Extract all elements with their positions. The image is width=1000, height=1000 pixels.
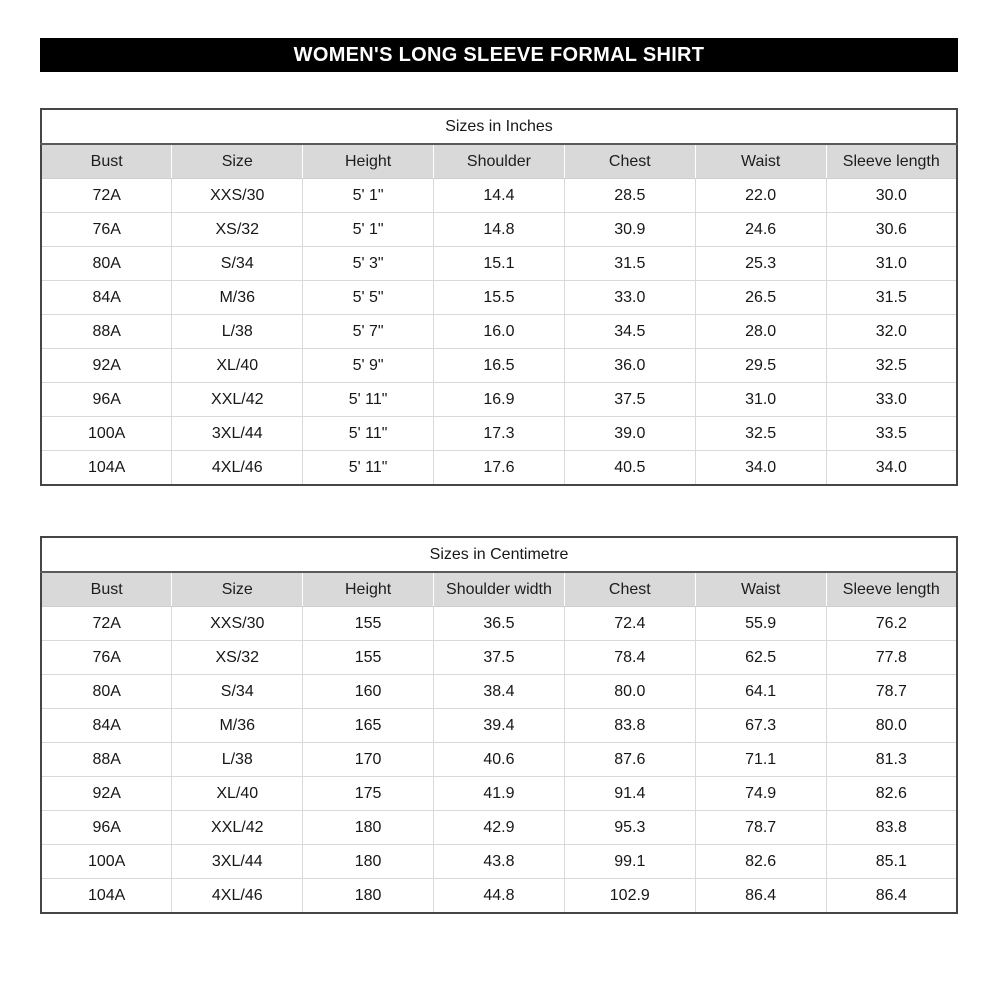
cell: 67.3 [695,709,826,743]
cell: 34.5 [564,315,695,349]
cell: 100A [41,845,172,879]
cell: 39.0 [564,417,695,451]
cell: 33.0 [826,383,957,417]
cell: 28.0 [695,315,826,349]
cell: 72A [41,607,172,641]
cell: 180 [303,879,434,914]
column-header: Chest [564,572,695,607]
cell: 16.0 [434,315,565,349]
table-row [41,383,957,417]
column-header: Height [303,144,434,179]
cell: 17.6 [434,451,565,486]
cell: 40.6 [434,743,565,777]
size-tables [40,108,958,964]
cell: 38.4 [434,675,565,709]
cell: 72.4 [564,607,695,641]
column-header: Height [303,572,434,607]
cell: 31.5 [826,281,957,315]
size-table-inches [40,108,958,486]
cell: 32.0 [826,315,957,349]
cell: 40.5 [564,451,695,486]
cell: 22.0 [695,179,826,213]
product-title-banner [40,38,958,72]
cell: 5' 3" [303,247,434,281]
cell: 170 [303,743,434,777]
cell: 15.1 [434,247,565,281]
cell: 37.5 [434,641,565,675]
cell: 88A [41,315,172,349]
cell: 76A [41,213,172,247]
cell: 96A [41,811,172,845]
cell: 78.4 [564,641,695,675]
cell: 28.5 [564,179,695,213]
table-row [41,247,957,281]
cell: XL/40 [172,349,303,383]
cell: XS/32 [172,641,303,675]
cell: 14.4 [434,179,565,213]
cell: 39.4 [434,709,565,743]
cell: 82.6 [695,845,826,879]
cell: 165 [303,709,434,743]
cell: 72A [41,179,172,213]
cell: 100A [41,417,172,451]
cell: 80.0 [826,709,957,743]
table-title: Sizes in Centimetre [41,537,957,572]
cell: 43.8 [434,845,565,879]
table-row [41,417,957,451]
cell: 85.1 [826,845,957,879]
table-row [41,213,957,247]
column-header: Waist [695,572,826,607]
table-row [41,845,957,879]
cell: 37.5 [564,383,695,417]
cell: 41.9 [434,777,565,811]
cell: 87.6 [564,743,695,777]
cell: 74.9 [695,777,826,811]
cell: 71.1 [695,743,826,777]
cell: 5' 11" [303,383,434,417]
cell: 180 [303,845,434,879]
table-header-row [41,144,957,179]
cell: 5' 7" [303,315,434,349]
column-header: Size [172,144,303,179]
cell: 55.9 [695,607,826,641]
cell: M/36 [172,709,303,743]
table-row [41,349,957,383]
cell: 104A [41,451,172,486]
table-row [41,709,957,743]
cell: 24.6 [695,213,826,247]
cell: 104A [41,879,172,914]
cell: 30.0 [826,179,957,213]
cell: L/38 [172,743,303,777]
cell: 175 [303,777,434,811]
cell: 95.3 [564,811,695,845]
cell: 31.0 [695,383,826,417]
table-row [41,281,957,315]
cell: 84A [41,281,172,315]
table-title: Sizes in Inches [41,109,957,144]
table-row [41,811,957,845]
cell: 16.9 [434,383,565,417]
size-table-centimetre [40,536,958,914]
product-title: WOMEN'S LONG SLEEVE FORMAL SHIRT [293,43,705,66]
cell: 78.7 [695,811,826,845]
cell: 15.5 [434,281,565,315]
cell: 83.8 [564,709,695,743]
cell: 36.0 [564,349,695,383]
column-header: Sleeve length [826,144,957,179]
table-row [41,607,957,641]
cell: 102.9 [564,879,695,914]
cell: 91.4 [564,777,695,811]
cell: 86.4 [826,879,957,914]
cell: 180 [303,811,434,845]
cell: 99.1 [564,845,695,879]
cell: 77.8 [826,641,957,675]
cell: 32.5 [826,349,957,383]
cell: 5' 9" [303,349,434,383]
cell: 3XL/44 [172,845,303,879]
cell: 17.3 [434,417,565,451]
cell: 76.2 [826,607,957,641]
table-title-row [41,109,957,144]
table-row [41,743,957,777]
cell: 5' 5" [303,281,434,315]
table-row [41,879,957,914]
cell: 81.3 [826,743,957,777]
table-header-row [41,572,957,607]
cell: 155 [303,641,434,675]
cell: 92A [41,777,172,811]
cell: S/34 [172,247,303,281]
cell: 5' 1" [303,179,434,213]
cell: 92A [41,349,172,383]
column-header: Bust [41,144,172,179]
cell: 82.6 [826,777,957,811]
cell: 16.5 [434,349,565,383]
column-header: Chest [564,144,695,179]
cell: 33.0 [564,281,695,315]
cell: XXS/30 [172,179,303,213]
cell: 34.0 [695,451,826,486]
cell: S/34 [172,675,303,709]
cell: 62.5 [695,641,826,675]
cell: 80A [41,247,172,281]
cell: 76A [41,641,172,675]
cell: M/36 [172,281,303,315]
cell: 42.9 [434,811,565,845]
cell: 80A [41,675,172,709]
table-row [41,641,957,675]
table-title-row [41,537,957,572]
cell: 83.8 [826,811,957,845]
cell: 64.1 [695,675,826,709]
column-header: Size [172,572,303,607]
cell: 26.5 [695,281,826,315]
column-header: Waist [695,144,826,179]
cell: 4XL/46 [172,879,303,914]
column-header: Shoulder [434,144,565,179]
cell: 32.5 [695,417,826,451]
cell: 25.3 [695,247,826,281]
cell: L/38 [172,315,303,349]
cell: 78.7 [826,675,957,709]
cell: 80.0 [564,675,695,709]
column-header: Shoulder width [434,572,565,607]
cell: 33.5 [826,417,957,451]
cell: 84A [41,709,172,743]
column-header: Bust [41,572,172,607]
cell: XL/40 [172,777,303,811]
cell: 5' 11" [303,417,434,451]
cell: 31.5 [564,247,695,281]
cell: 14.8 [434,213,565,247]
cell: 86.4 [695,879,826,914]
cell: XXL/42 [172,383,303,417]
table-row [41,451,957,486]
table-row [41,315,957,349]
table-row [41,179,957,213]
cell: 4XL/46 [172,451,303,486]
column-header: Sleeve length [826,572,957,607]
cell: 96A [41,383,172,417]
cell: XXL/42 [172,811,303,845]
cell: XS/32 [172,213,303,247]
cell: 36.5 [434,607,565,641]
cell: 29.5 [695,349,826,383]
cell: 5' 11" [303,451,434,486]
cell: 31.0 [826,247,957,281]
cell: 160 [303,675,434,709]
cell: 3XL/44 [172,417,303,451]
cell: 30.6 [826,213,957,247]
cell: 44.8 [434,879,565,914]
cell: 88A [41,743,172,777]
cell: 155 [303,607,434,641]
cell: 30.9 [564,213,695,247]
cell: 5' 1" [303,213,434,247]
cell: 34.0 [826,451,957,486]
table-row [41,777,957,811]
table-row [41,675,957,709]
cell: XXS/30 [172,607,303,641]
